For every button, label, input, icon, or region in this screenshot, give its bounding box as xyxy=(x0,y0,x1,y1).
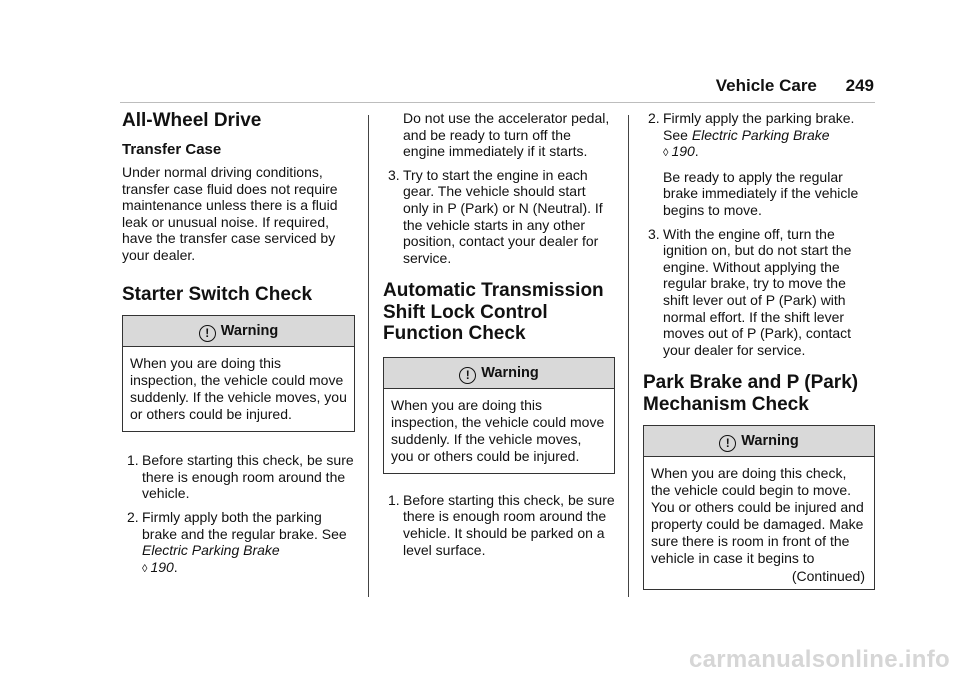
step-text: With the engine off, turn the ignition on, but do not start the engine. Without applying the regular brake, try to move the shift lever out of P (Park) with normal effort. If the shift lever moves out of P (Park), contact your dealer for service. xyxy=(663,225,852,358)
list-item xyxy=(383,167,615,267)
step-text: Firmly apply both the parking brake and the regular brake. See xyxy=(142,508,347,542)
list-item xyxy=(643,226,875,359)
list-item xyxy=(643,110,875,162)
running-header xyxy=(716,76,874,96)
cross-reference-link[interactable]: Electric Parking Brake xyxy=(142,542,280,559)
column-divider-2 xyxy=(628,115,629,597)
cross-reference-link[interactable]: Electric Parking Brake xyxy=(691,126,830,143)
cross-reference-page[interactable]: 190 xyxy=(150,558,174,575)
punctuation: . xyxy=(173,558,178,575)
list-item xyxy=(122,452,355,502)
column-1 xyxy=(122,110,355,577)
step-text: Before starting this check, be sure there is enough room around the vehicle. It should be parked on a level surface. xyxy=(403,491,615,558)
step-number: 3. xyxy=(648,225,660,242)
warning-exclamation-icon: ! xyxy=(459,367,476,384)
column-2 xyxy=(383,110,615,558)
column-divider-1 xyxy=(368,115,369,597)
warning-header xyxy=(384,358,614,389)
warning-label: Warning xyxy=(741,433,799,450)
step-text: Try to start the engine in each gear. The vehicle should start only in P (Park) or N (Neutral). If the vehicle starts in any other position, contact your dealer for service. xyxy=(403,166,603,266)
warning-header xyxy=(123,316,354,347)
watermark: carmanualsonline.info xyxy=(688,646,950,673)
warning-header xyxy=(644,426,874,457)
warning-text: When you are doing this inspection, the vehicle could move suddenly. If the vehicle moves, you or others could be injured. xyxy=(130,355,347,423)
park-brake-heading: Park Brake and P (Park) Mechanism Check xyxy=(643,372,859,415)
starter-switch-heading: Starter Switch Check xyxy=(122,283,313,305)
shift-lock-heading: Automatic Transmission Shift Lock Control Function Check xyxy=(383,280,604,345)
warning-text: When you are doing this inspection, the vehicle could move suddenly. If the vehicle moves, you or others could be injured. xyxy=(391,396,605,464)
section-title: Vehicle Care xyxy=(715,76,817,95)
warning-label: Warning xyxy=(481,364,539,381)
step-text: Before starting this check, be sure there is enough room around the vehicle. xyxy=(142,452,354,502)
step-number: 1. xyxy=(388,491,400,508)
list-item xyxy=(383,492,615,558)
warning-box xyxy=(383,357,615,474)
page-reference-icon: ◊ xyxy=(663,147,669,160)
warning-exclamation-icon: ! xyxy=(719,435,736,452)
page-number: 249 xyxy=(845,76,874,95)
transfer-case-heading: Transfer Case xyxy=(122,140,222,158)
step-text: Firmly apply the parking brake. See xyxy=(663,110,855,143)
page-reference-icon: ◊ xyxy=(142,562,148,575)
awd-heading: All-Wheel Drive xyxy=(122,110,262,131)
punctuation: . xyxy=(694,143,699,160)
transfer-case-text: Under normal driving conditions, transfer case fluid does not require maintenance unless there is a fluid leak or unusual noise. If required, have the transfer case serviced by your dealer. xyxy=(122,164,338,264)
list-item xyxy=(122,509,355,577)
step-number: 2. xyxy=(127,508,139,525)
cross-reference-page[interactable]: 190 xyxy=(671,143,695,160)
warning-body xyxy=(644,457,874,589)
warning-text: When you are doing this check, the vehicle could begin to move. You or others could be injured and property could be damaged. Make sure there is room in front of the vehicle in case it begins to xyxy=(651,465,864,567)
warning-box xyxy=(643,425,875,590)
step-number: 2. xyxy=(648,110,660,126)
header-rule xyxy=(120,102,875,103)
column-3 xyxy=(643,110,875,590)
step-note: Be ready to apply the regular brake immediately if the vehicle begins to move. xyxy=(663,168,859,218)
step-number: 3. xyxy=(388,166,400,183)
continued-label: (Continued) xyxy=(791,568,865,585)
warning-exclamation-icon: ! xyxy=(199,325,216,342)
continued-step-text: Do not use the accelerator pedal, and be ready to turn off the engine immediately if it starts. xyxy=(403,110,610,160)
warning-box xyxy=(122,315,355,432)
warning-label: Warning xyxy=(220,323,279,340)
step-number: 1. xyxy=(127,452,139,469)
